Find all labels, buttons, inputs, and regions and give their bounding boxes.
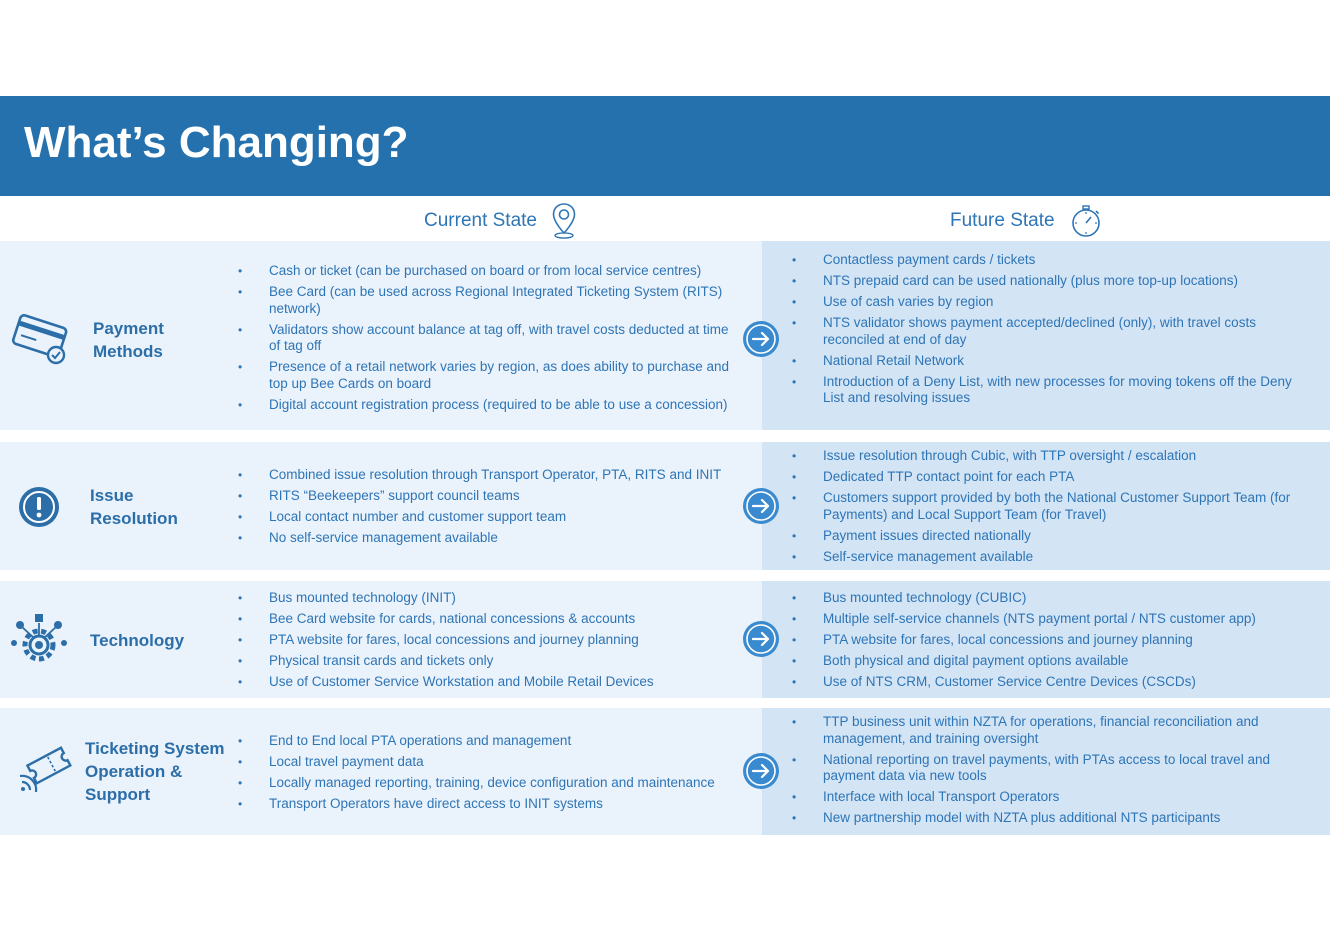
arrow-right-circle-icon (742, 752, 780, 790)
row-technology (0, 581, 1330, 698)
current-list-payment (238, 263, 738, 413)
future-state-label: Future State (950, 210, 1055, 231)
row-title-ticketing-system: Ticketing System Operation & Support (85, 739, 225, 804)
list-item: • Use of cash varies by region (792, 294, 1307, 311)
current-state-header (424, 202, 577, 240)
list-item: • End to End local PTA operations and management (238, 733, 738, 750)
list-item: • Self-service management available (792, 549, 1307, 566)
row-title-issue-resolution: Issue Resolution (90, 486, 178, 528)
map-pin-icon (551, 202, 577, 240)
list-item: • Dedicated TTP contact point for each PTA (792, 469, 1307, 486)
future-state-header (950, 202, 1103, 240)
list-item: • New partnership model with NZTA plus additional NTS participants (792, 810, 1307, 827)
list-item: • Local travel payment data (238, 754, 738, 771)
row-title-technology: Technology (90, 631, 185, 650)
list-item: • Payment issues directed nationally (792, 528, 1307, 545)
page-title: What’s Changing? (24, 118, 409, 167)
list-item: • National reporting on travel payments, with PTAs access to local travel and payment data via new tools (792, 752, 1307, 785)
list-item: • Interface with local Transport Operators (792, 789, 1307, 806)
list-item: • RITS “Beekeepers” support council teams (238, 488, 738, 505)
list-item: • Customers support provided by both the National Customer Support Team (for Payments) and Local Support Team (for Travel) (792, 490, 1307, 523)
list-item: • Local contact number and customer support team (238, 509, 738, 526)
arrow-right-circle-icon (742, 620, 780, 658)
list-item: • Transport Operators have direct access to INIT systems (238, 796, 738, 813)
future-list-issue (792, 448, 1307, 565)
row-title-payment-methods: Payment Methods (93, 319, 164, 361)
stopwatch-icon (1069, 204, 1103, 238)
ticket-contactless-icon (16, 744, 74, 796)
list-item: • Digital account registration process (required to be able to use a concession) (238, 397, 738, 414)
list-item: • Bee Card website for cards, national concessions & accounts (238, 611, 738, 628)
future-list-technology (792, 590, 1307, 691)
list-item: • No self-service management available (238, 530, 738, 547)
list-item: • NTS prepaid card can be used nationally (plus more top-up locations) (792, 273, 1307, 290)
current-state-label: Current State (424, 210, 537, 231)
future-list-payment (792, 252, 1307, 407)
list-item: • Presence of a retail network varies by region, as does ability to purchase and top up Bee Cards on board (238, 359, 738, 392)
list-item: • Locally managed reporting, training, device configuration and maintenance (238, 775, 738, 792)
payment-card-icon (12, 311, 70, 367)
list-item: • TTP business unit within NZTA for operations, financial reconciliation and management, and training oversight (792, 714, 1307, 747)
row-issue-resolution (0, 442, 1330, 570)
list-item: • PTA website for fares, local concessions and journey planning (792, 632, 1307, 649)
future-list-ticketing (792, 714, 1307, 827)
list-item: • Both physical and digital payment options available (792, 653, 1307, 670)
row-payment-methods (0, 241, 1330, 430)
arrow-right-circle-icon (742, 487, 780, 525)
row-ticketing-system (0, 708, 1330, 835)
list-item: • Issue resolution through Cubic, with TTP oversight / escalation (792, 448, 1307, 465)
exclamation-circle-icon (17, 485, 61, 529)
list-item: • Validators show account balance at tag off, with travel costs deducted at time of tag off (238, 322, 738, 355)
gear-network-icon (10, 611, 68, 667)
current-list-technology (238, 590, 738, 691)
list-item: • Bus mounted technology (CUBIC) (792, 590, 1307, 607)
list-item: • NTS validator shows payment accepted/declined (only), with travel costs reconciled at end of day (792, 315, 1307, 348)
list-item: • National Retail Network (792, 353, 1307, 370)
list-item: • Introduction of a Deny List, with new processes for moving tokens off the Deny List and resolving issues (792, 374, 1307, 407)
list-item: • Multiple self-service channels (NTS payment portal / NTS customer app) (792, 611, 1307, 628)
list-item: • PTA website for fares, local concessions and journey planning (238, 632, 738, 649)
list-item: • Bus mounted technology (INIT) (238, 590, 738, 607)
list-item: • Bee Card (can be used across Regional Integrated Ticketing System (RITS) network) (238, 284, 738, 317)
current-list-ticketing (238, 733, 738, 813)
current-list-issue (238, 467, 738, 547)
arrow-right-circle-icon (742, 320, 780, 358)
list-item: • Use of Customer Service Workstation and Mobile Retail Devices (238, 674, 738, 691)
list-item: • Contactless payment cards / tickets (792, 252, 1307, 269)
list-item: • Cash or ticket (can be purchased on board or from local service centres) (238, 263, 738, 280)
list-item: • Combined issue resolution through Transport Operator, PTA, RITS and INIT (238, 467, 738, 484)
list-item: • Use of NTS CRM, Customer Service Centre Devices (CSCDs) (792, 674, 1307, 691)
title-banner (0, 96, 1330, 196)
list-item: • Physical transit cards and tickets only (238, 653, 738, 670)
